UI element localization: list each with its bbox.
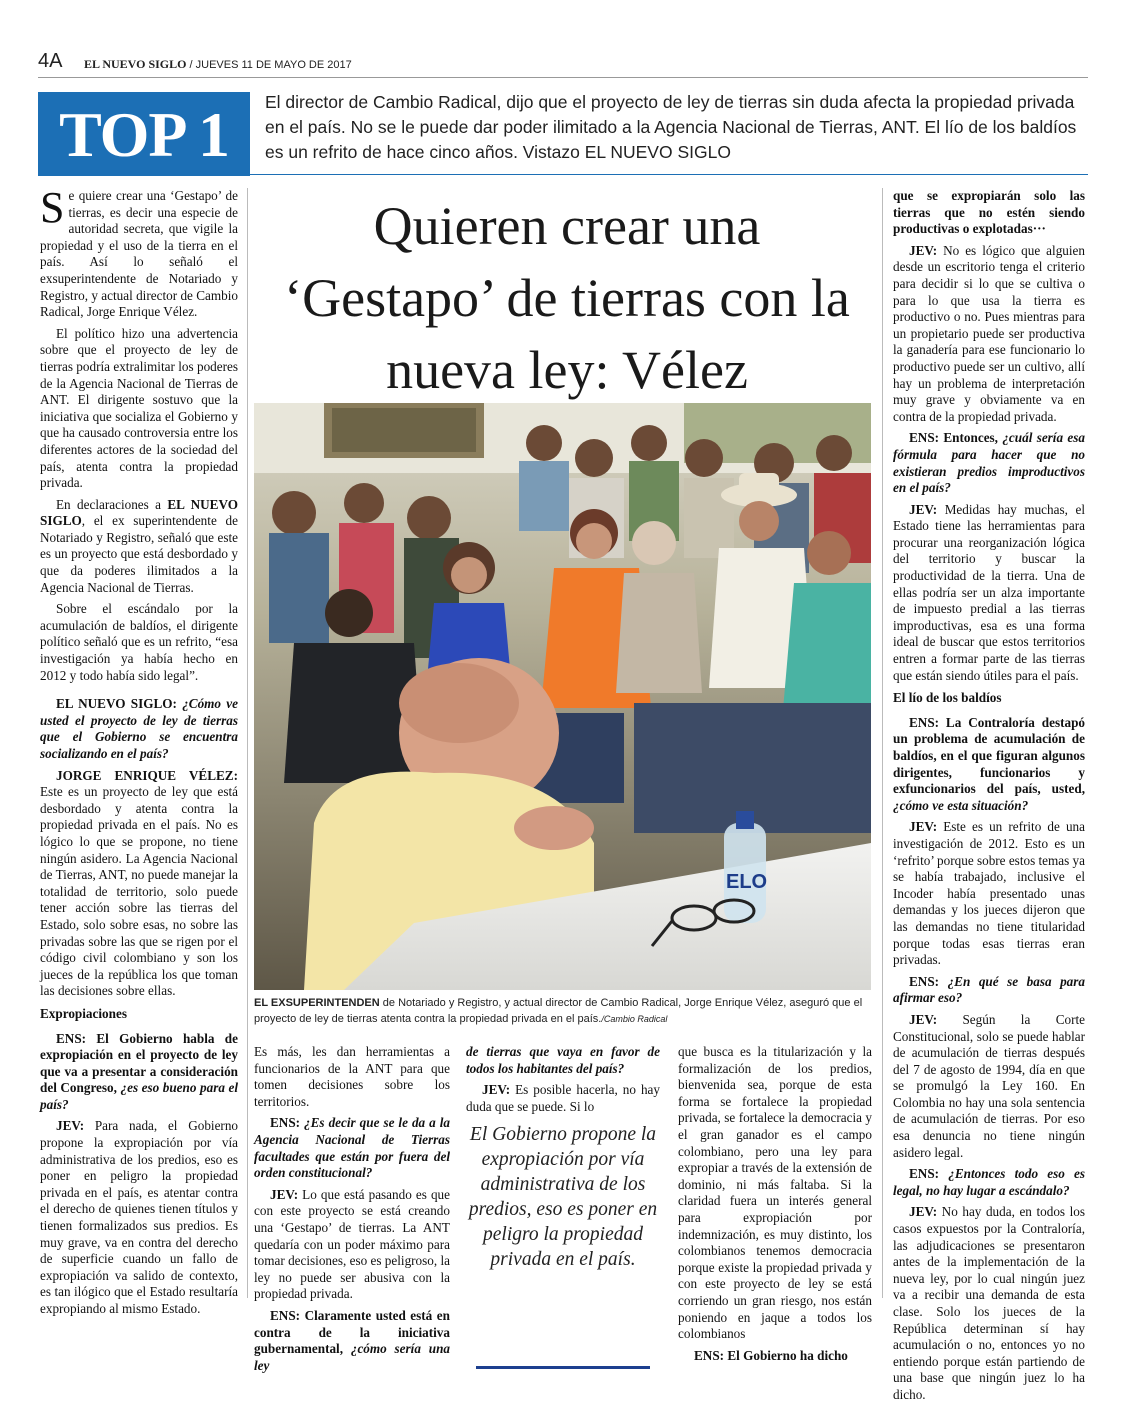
lead-paragraph: El director de Cambio Radical, dijo que el proyecto de ley de tierras sin duda afecta la propiedad privada en el país. No se le puede dar poder ilimitado a la Agencia Nacional de Tierras, ANT. El lío de los baldíos es un refrito de hace cinco años. Vistazo EL NUEVO SIGLO (265, 92, 1077, 162)
answer: JEV: Este es un refrito de una investigación de 2012. Esto es un ‘refrito’ porque sobre estos temas ya se había trabajado, inclusive el Incoder había presentado unas demandas y los jueces dijeron que las demandas no tiene titularidad porque todas esas tierras eran privadas. (893, 819, 1086, 968)
pull-quote-rule (476, 1366, 650, 1369)
bottle-label: ELO (726, 871, 768, 893)
answer: JEV: No es lógico que alguien desde un escritorio tenga el criterio para decidir si lo que se cultiva o para lo que usa la tierra es productivo o no. Pues mientras para un propietario puede ser productiva la ganadería para ese funcionario lo productivo puede ser un cultivo, allí hay un problema de interpretación muy grave y obviamente va en contra de la propiedad privada. (893, 242, 1086, 424)
answer: JEV: No hay duda, en todos los casos expuestos por la Contraloría, las adjudicaciones se presentaron antes de la implementación de la nueva ley, por lo cual ningún juez va a recibir una demanda de esta clase. Solo los jueces de la República determinan sí hay acumulación o no, entonces yo no entiendo porque están partiendo de una base que ningún juez lo ha dicho. (893, 1204, 1086, 1402)
headline: Quieren crear una ‘Gestapo’ de tierras con la nueva ley: Vélez (284, 196, 850, 400)
article-column-4 (678, 1044, 872, 1369)
issue-date: / JUEVES 11 DE MAYO DE 2017 (189, 59, 352, 71)
paragraph: Es más, les dan herramientas a funcionarios de la ANT para que tomen decisiones sobre los territorios. (254, 1044, 450, 1109)
question: ENS: ¿Entonces todo eso es legal, no hay lugar a escándalo? (893, 1166, 1085, 1198)
answer: JEV: Es posible hacerla, no hay duda que se puede. Si lo (466, 1082, 661, 1114)
intro-paragraph: Se quiere crear una ‘Gestapo’ de tierras, es decir una especie de autoridad secreta, que vigile la propiedad y el uso de la tierra en el país. Así lo señaló el exsuperintendente de Notariado y Registro, y actual director de Cambio Radical, Jorge Enrique Vélez. (40, 183, 238, 320)
question: EL NUEVO SIGLO: ¿Cómo ve usted el proyecto de ley de tierras que el Gobierno se encuentra socializando en el país? (40, 696, 238, 761)
paragraph: En declaraciones a EL NUEVO SIGLO, el ex superintendente de Notariado y Registro, señaló que este es un proyecto que está desbordado y que da poderes ilimitados a la Agencia Nacional de Tierras. (40, 496, 238, 595)
article-photo (254, 403, 871, 990)
question: de tierras que vaya en favor de todos los habitantes del país? (466, 1044, 660, 1076)
page-number: 4A (38, 50, 63, 72)
subheading: Expropiaciones (40, 1005, 127, 1021)
answer: JEV: Medidas hay muchas, el Estado tiene las herramientas para procurar una reorganización lógica del territorio y buscar la productividad de la tierra. Una de ellas podría ser un alza importante de impuesto predial a las tierras improductivas, esa es una forma ideal de buscar que estos territorios entren a formar parte de las tierras que están siendo útiles para el país. (893, 501, 1085, 683)
column-divider (247, 188, 248, 1298)
answer: JEV: Lo que está pasando es que con este proyecto se está creando una ‘Gestapo’ de tierras. La ANT quedaría con un poder máximo para tomar decisiones, eso es peligroso, la ley no puede ser abusiva con la propiedad privada. (254, 1186, 450, 1302)
question: ENS: La Contraloría destapó un problema de acumulación de baldíos, en el que figuran algunos dirigentes, funcionarios y exfuncionarios del país, usted, ¿cómo ve esta situación? (893, 714, 1085, 813)
photo-caption: EL EXSUPERINTENDEN de Notariado y Registro, y actual director de Cambio Radical, Jorge Enrique Vélez, aseguró que el proyecto de ley de tierras atenta contra la propiedad privada en el país./Cambio Radical (254, 997, 863, 1025)
pull-quote: El Gobierno propone la expropiación por vía administrativa de los predios, eso es poner en peligro la propiedad privada en el país. (468, 1124, 658, 1270)
lead-underline (250, 174, 1088, 175)
question: ENS: ¿En qué se basa para afirmar eso? (893, 973, 1085, 1006)
answer: JEV: Para nada, el Gobierno propone la expropiación por vía administrativa de los predios, eso es poner en peligro la propiedad privada en el país, es atentar contra el derecho de quienes tienen títulos y tienen formalizados sus predios. Es muy grave, va en contra del derecho de superficie cuando un fallo de expropiación va salido de contexto, es tan ilógico que el Estado resultaría expropiando al mismo Estado. (40, 1118, 239, 1316)
paragraph: Sobre el escándalo por la acumulación de baldíos, el dirigente político señaló que es un refrito, “esa investigación ya había hecho en 2012 y todo había sido legal”. (40, 601, 238, 683)
article-column-1 (40, 183, 239, 1323)
meeting-photo (254, 403, 871, 990)
question: ENS: El Gobierno habla de expropiación en el proyecto de ley que va a presentar a consideración del Congreso, ¿es eso bueno para el país? (40, 1030, 238, 1112)
article-column-5 (893, 188, 1085, 1406)
section-badge (38, 92, 250, 176)
question: que se expropiarán solo las tierras que no estén siendo productivas o explotadas··· (893, 188, 1085, 237)
photo-credit: /Cambio Radical (601, 1014, 668, 1024)
paragraph: que busca es la titularización y la formalización de los predios, bienvenida sea, porque de esta forma se fortalece la propiedad privada, se fortalece la democracia y el gran ganador es el campo colombiano, pero una ley para expropiar a través de la extensión de dominio, ni más faltaba. Si la claridad fuera un interés general para expropiación por indemnización, es muy distinto, los colombianos tenemos democracia porque existe la propiedad privada y con este proyecto de ley se está corriendo un gran riesgo, nos están poniendo en jaque a todos los colombianos (678, 1044, 872, 1342)
newspaper-name: EL NUEVO SIGLO (84, 57, 187, 71)
article-column-2 (254, 1044, 450, 1379)
answer: JORGE ENRIQUE VÉLEZ: Este es un proyecto de ley que está desbordado y atenta contra la propiedad privada en el país. No es lógico lo que se propone, no tiene ningún asidero. La Agencia Nacional de Tierras, ANT, no puede manejar la totalidad de territorio, solo puede tener acción sobre las tierras del Estado, solo sobre esas, no sobre las privadas sobre las que se rigen por el código civil colombiano y son los jueces de la república los que toman las decisiones sobre ellas. (40, 767, 238, 999)
section-badge-label: TOP 1 (59, 99, 229, 170)
column-divider (882, 188, 883, 1298)
question: ENS: Entonces, ¿cuál sería esa fórmula para hacer que no existieran predios improductivos en el país? (893, 430, 1085, 496)
subheading: El lío de los baldíos (893, 690, 1002, 706)
question: ENS: El Gobierno ha dicho (694, 1347, 848, 1363)
question: ENS: ¿Es decir que se le da a la Agencia Nacional de Tierras facultades que están por fuera del orden constitucional? (254, 1115, 450, 1181)
page-header (38, 44, 1088, 78)
answer: JEV: Según la Corte Constitucional, solo se puede hablar de acumulación de tierras después del 7 de agosto de 1994, día en que se promulgó la Ley 160. En Colombia no hay una sola sentencia de acumulación de tierras. Por eso esa denuncia no tiene ningún asidero legal. (893, 1011, 1085, 1160)
drop-cap: S (40, 183, 65, 232)
article-column-3 (466, 1044, 660, 1120)
paragraph: El político hizo una advertencia sobre que el proyecto de ley de tierras podría extralimitar los poderes de la Agencia Nacional de Tierras de ANT. El dirigente sostuvo que la iniciativa que socializa el Gobierno y que ha causado controversia entre los diferentes actores de la sociedad del país, atenta contra la propiedad privada. (40, 325, 238, 491)
masthead (84, 57, 352, 72)
question: ENS: Claramente usted está en contra de la iniciativa gubernamental, ¿cómo sería una ley (254, 1307, 451, 1373)
